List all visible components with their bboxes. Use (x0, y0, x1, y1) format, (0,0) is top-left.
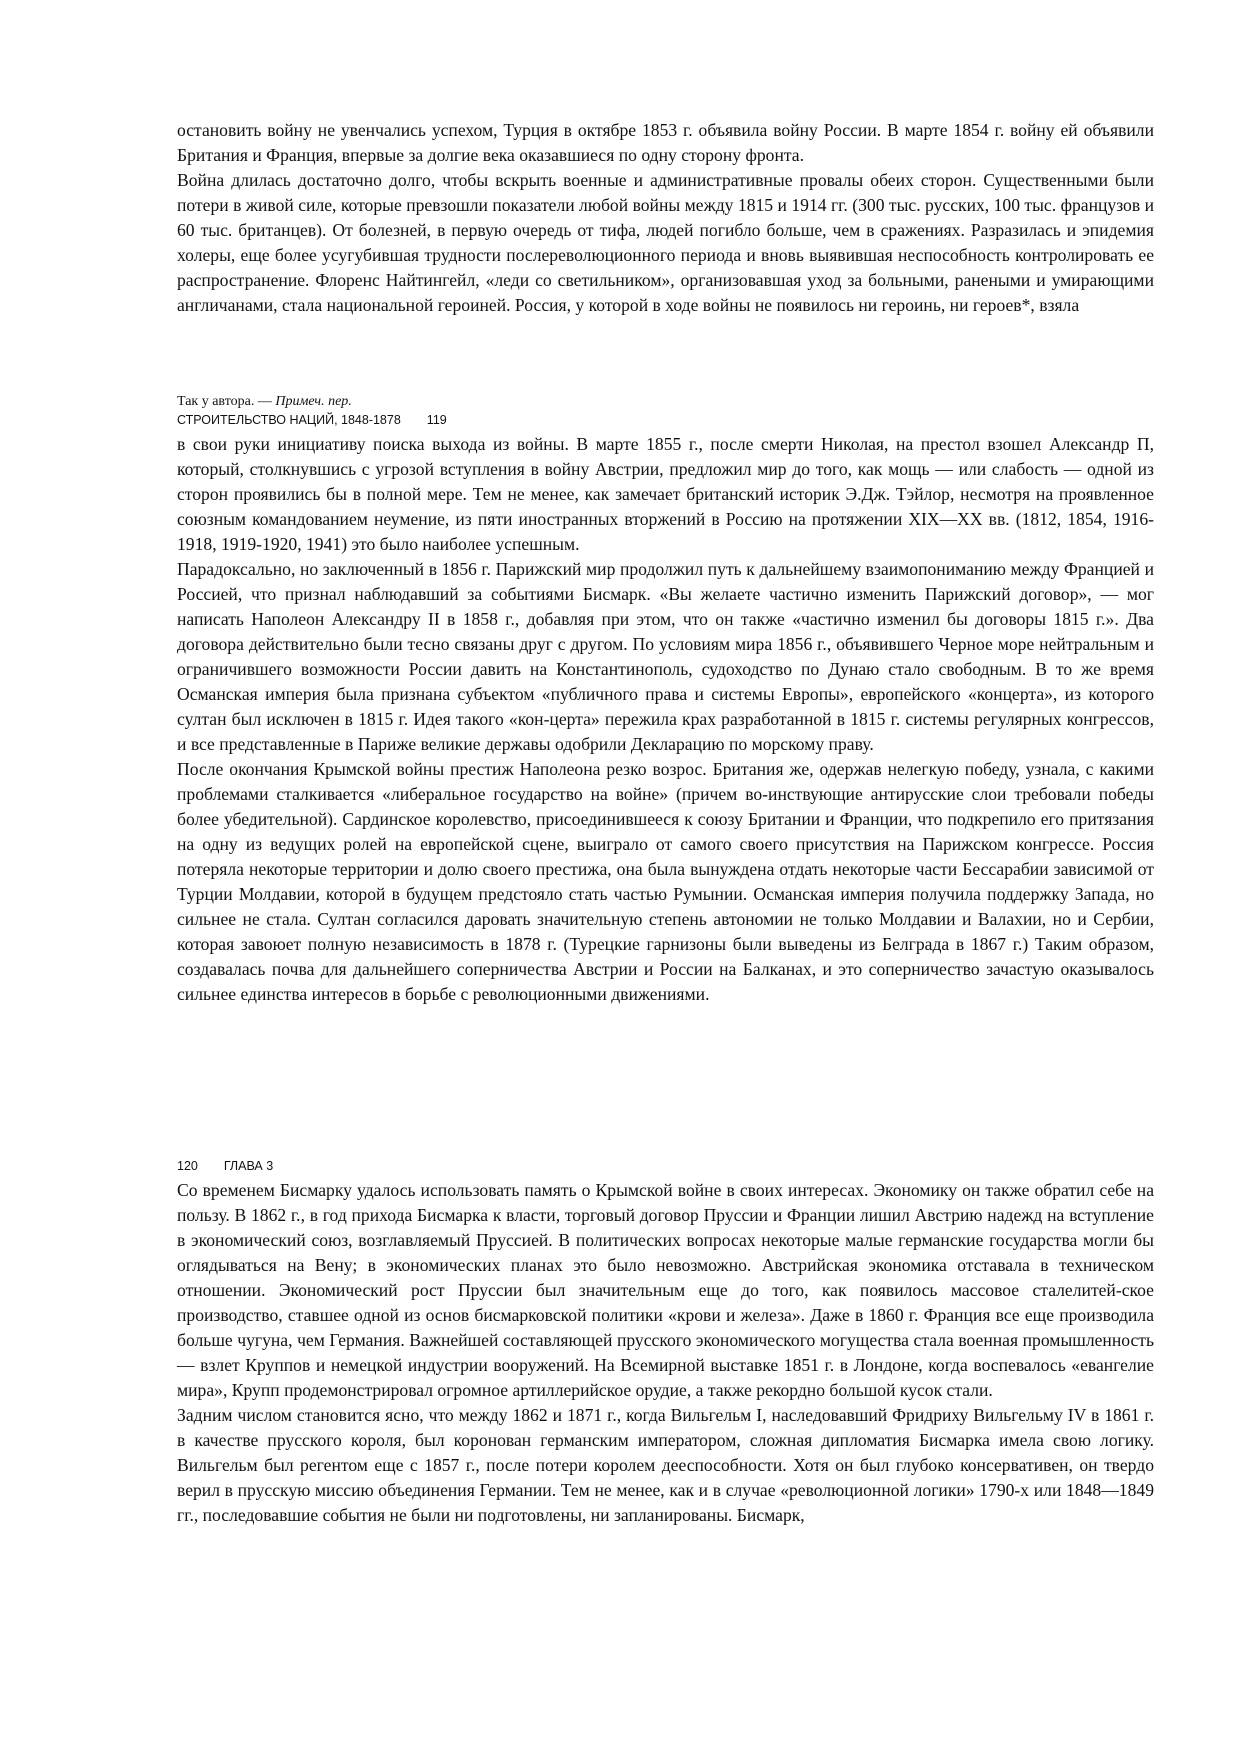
running-header-title: ГЛАВА 3 (223, 1159, 274, 1173)
running-header-1 (177, 412, 1154, 429)
footnote-note: Примеч. пер. (275, 394, 352, 409)
page-number: 120 (177, 1159, 198, 1173)
paragraph: Со временем Бисмарку удалось использовать память о Крымской войне в своих интересах. Экономику он также обратил себе на пользу. В 1862 г., в год прихода Бисмарка к власти, торговый договор Пруссии и Франции лишил Австрию надежд на вступление в экономический союз, возглавляемый Пруссией. В политических вопросах некоторые малые германские государства могли бы оглядываться на Вену; в экономических планах это было невозможно. Австрийская экономика отставала в техническом отношении. Экономический рост Пруссии был значительным еще до того, как появилось массовое сталелитей-ское производство, ставшее одной из основ бисмарковской политики «крови и железа». Даже в 1860 г. Франция все еще производила больше чугуна, чем Германия. Важнейшей составляющей прусского экономического могущества стала военная промышленность — взлет Круппов и немецкой индустрии вооружений. На Всемирной выставке 1851 г. в Лондоне, когда воспевалось «евангелие мира», Крупп продемонстрировал огромное артиллерийское орудие, а также рекордно большой кусок стали. (177, 1180, 1154, 1400)
text-block-3 (177, 1178, 1154, 1528)
text-block-1 (177, 118, 1154, 318)
footnote-text: Так у автора. — (177, 394, 276, 409)
page-number: 119 (426, 413, 447, 427)
paragraph: После окончания Крымской войны престиж Наполеона резко возрос. Британия же, одержав нелегкую победу, узнала, с какими проблемами сталкивается «либеральное государство на войне» (причем во-инствующие антирусские слои требовали победы более убедительной). Сардинское королевство, присоединившееся к союзу Британии и Франции, что подкрепило его притязания на одну из ведущих ролей на европейской сцене, выиграло от самого своего присутствия на Парижском конгрессе. Россия потеряла некоторые территории и долю своего престижа, она была вынуждена отдать некоторые части Бессарабии зависимой от Турции Молдавии, которой в будущем предстояло стать частью Румынии. Османская империя получила поддержку Запада, но сильнее не стала. Султан согласился даровать значительную степень автономии не только Молдавии и Валахии, но и Сербии, которая завоюет полную независимость в 1878 г. (Турецкие гарнизоны были выведены из Белграда в 1867 г.) Таким образом, создавалась почва для дальнейшего соперничества Австрии и России на Балканах, и это соперничество зачастую оказывалось сильнее единства интересов в борьбе с революционными движениями. (177, 759, 1154, 1004)
paragraph: Парадоксально, но заключенный в 1856 г. Парижский мир продолжил путь к дальнейшему взаимопониманию между Францией и Россией, что признал наблюдавший за событиями Бисмарк. «Вы желаете частично изменить Парижский договор», — мог написать Наполеон Александру II в 1858 г., добавляя при этом, что он также «частично изменил бы договоры 1815 г.». Два договора действительно были тесно связаны друг с другом. По условиям мира 1856 г., объявившего Черное море нейтральным и ограничившего возможности России давить на Константинополь, судоходство по Дунаю стало свободным. В то же время Османская империя была признана субъектом «публичного права и системы Европы», европейского «концерта», из которого султан был исключен в 1815 г. Идея такого «кон-церта» пережила крах разработанной в 1815 г. системы регулярных конгрессов, и все представленные в Париже великие державы одобрили Декларацию по морскому праву. (177, 559, 1154, 754)
paragraph: Задним числом становится ясно, что между 1862 и 1871 г., когда Вильгельм I, наследовавший Фридриху Вильгельму IV в 1861 г. в качестве прусского короля, был коронован германским императором, сложная дипломатия Бисмарка имела свою логику. Вильгельм был регентом еще с 1857 г., после потери королем дееспособности. Хотя он был глубоко консервативен, он твердо верил в прусскую миссию объединения Германии. Тем не менее, как и в случае «революционной логики» 1790-х или 1848—1849 гг., последовавшие события не были ни подготовлены, ни запланированы. Бисмарк, (177, 1405, 1154, 1525)
paragraph: остановить войну не увенчались успехом, Турция в октябре 1853 г. объявила войну России. В марте 1854 г. войну ей объявили Британия и Франция, впервые за долгие века оказавшиеся по одну сторону фронта. (177, 120, 1154, 165)
running-header-2 (177, 1158, 1154, 1175)
paragraph: в свои руки инициативу поиска выхода из войны. В марте 1855 г., после смерти Николая, на престол взошел Александр П, который, столкнувшись с угрозой вступления в войну Австрии, предложил мир до того, как мощь — или слабость — одной из сторон проявились бы в полной мере. Тем не менее, как замечает британский историк Э.Дж. Тэйлор, несмотря на проявленное союзным командованием неумение, из пяти иностранных вторжений в Россию на протяжении XIX—XX вв. (1812, 1854, 1916-1918, 1919-1920, 1941) это было наиболее успешным. (177, 434, 1154, 554)
running-header-title: СТРОИТЕЛЬСТВО НАЦИЙ, 1848-1878 (177, 413, 401, 427)
footnote (177, 394, 1154, 410)
paragraph: Война длилась достаточно долго, чтобы вскрыть военные и административные провалы обеих сторон. Существенными были потери в живой силе, которые превзошли показатели любой войны между 1815 и 1914 гг. (300 тыс. русских, 100 тыс. французов и 60 тыс. британцев). От болезней, в первую очередь от тифа, людей погибло больше, чем в сражениях. Разразилась и эпидемия холеры, еще более усугубившая трудности послереволюционного периода и вновь выявившая неспособность контролировать ее распространение. Флоренс Найтингейл, «леди со светильником», организовавшая уход за больными, ранеными и умирающими англичанами, стала национальной героиней. Россия, у которой в ходе войны не появилось ни героинь, ни героев*, взяла (177, 170, 1154, 315)
text-block-2 (177, 432, 1154, 1007)
